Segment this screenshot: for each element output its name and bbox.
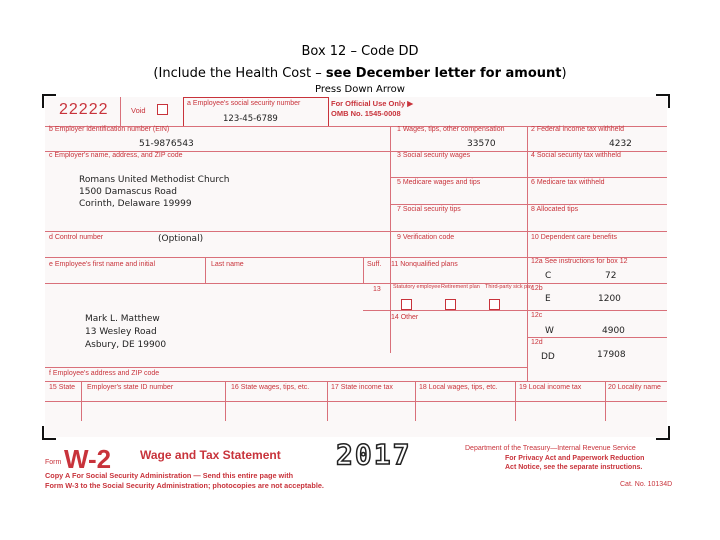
w2-form <box>45 97 667 437</box>
box-2-label: 2 Federal income tax withheld <box>531 126 624 133</box>
employer-line1[interactable]: Romans United Methodist Church <box>79 175 230 185</box>
box-16-label: 16 State wages, tips, etc. <box>231 384 310 391</box>
copy-line2: Form W-3 to the Social Security Administration; photocopies are not acceptable. <box>45 481 324 490</box>
box-e-label: e Employee's first name and initial <box>49 261 155 268</box>
box-12b-code[interactable]: E <box>545 294 551 304</box>
divider <box>527 337 667 338</box>
divider <box>45 283 390 284</box>
box-18-label: 18 Local wages, tips, etc. <box>419 384 498 391</box>
thirdparty-label: Third-party sick pay <box>485 284 533 290</box>
copy-line1: Copy A For Social Security Administration — Send this entire page with <box>45 471 294 480</box>
box-12a-code[interactable]: C <box>545 271 552 281</box>
ein-value[interactable]: 51-9876543 <box>139 139 194 149</box>
box-12b-amount[interactable]: 1200 <box>598 294 621 304</box>
divider <box>45 401 667 402</box>
box-2-value[interactable]: 4232 <box>609 139 632 149</box>
box-a-label: a Employee's social security number <box>187 100 301 107</box>
divider <box>363 257 364 283</box>
divider <box>45 367 527 368</box>
box-10-label: 10 Dependent care benefits <box>531 234 618 241</box>
employee-line1[interactable]: Mark L. Matthew <box>85 314 160 324</box>
divider <box>45 231 667 232</box>
box-6-label: 6 Medicare tax withheld <box>531 179 605 186</box>
treasury-dept: Department of the Treasury—Internal Revenue Service <box>465 445 636 452</box>
divider <box>120 97 121 127</box>
divider <box>363 310 667 311</box>
form-word: Form <box>45 459 62 466</box>
form-name: W-2 <box>64 444 112 474</box>
box-d-label: d Control number <box>49 234 104 241</box>
divider <box>205 257 206 283</box>
employee-line2[interactable]: 13 Wesley Road <box>85 327 157 337</box>
page-subtitle <box>0 66 720 81</box>
box-8-label: 8 Allocated tips <box>531 206 579 213</box>
box-b-label: b Employer identification number (EIN) <box>49 126 170 133</box>
employer-line3[interactable]: Corinth, Delaware 19999 <box>79 199 192 209</box>
corner-mark-tl <box>42 94 56 108</box>
last-name-label: Last name <box>211 261 244 268</box>
subtitle-part2: ) <box>561 66 567 81</box>
privacy-line1: For Privacy Act and Paperwork Reduction <box>505 455 645 462</box>
box-12c-label: 12c <box>531 312 543 319</box>
box-4-label: 4 Social security tax withheld <box>531 152 621 159</box>
divider <box>527 126 528 382</box>
subtitle-bold: see December letter for amount <box>325 66 562 81</box>
box-3-label: 3 Social security wages <box>397 152 471 159</box>
box-9-label: 9 Verification code <box>397 234 455 241</box>
tax-year: 2017 <box>336 438 412 471</box>
instruction-text: Press Down Arrow <box>315 84 405 95</box>
employer-line2[interactable]: 1500 Damascus Road <box>79 187 177 197</box>
box-14-label: 14 Other <box>391 314 419 321</box>
control-number-value[interactable]: (Optional) <box>158 234 204 244</box>
page-title: Box 12 – Code DD <box>301 44 419 59</box>
box-17-label: 17 State income tax <box>331 384 393 391</box>
void-label: Void <box>131 106 146 115</box>
box-1-label: 1 Wages, tips, other compensation <box>397 126 505 133</box>
box-12c-code[interactable]: W <box>545 326 554 336</box>
box-12b-label: 12b <box>531 285 543 292</box>
box-11-label: 11 Nonqualified plans <box>391 261 458 268</box>
box-15-label: 15 State <box>49 384 76 391</box>
box-20-label: 20 Locality name <box>608 384 661 391</box>
retirement-label: Retirement plan <box>441 284 480 290</box>
corner-mark-br <box>656 426 670 440</box>
divider <box>390 177 667 178</box>
divider <box>390 204 667 205</box>
control-code: 22222 <box>59 101 109 118</box>
box-1-value[interactable]: 33570 <box>467 139 496 149</box>
void-checkbox[interactable] <box>157 104 168 115</box>
retirement-checkbox[interactable] <box>445 299 456 310</box>
employee-line3[interactable]: Asbury, DE 19900 <box>85 340 167 350</box>
box-12d-code[interactable]: DD <box>541 352 555 362</box>
omb-line1: For Official Use Only ▶ <box>331 99 414 108</box>
privacy-line2: Act Notice, see the separate instructions. <box>505 464 643 471</box>
subtitle-part1: (Include the Health Cost – <box>153 66 326 81</box>
box-12c-amount[interactable]: 4900 <box>602 326 625 336</box>
omb-line2: OMB No. 1545-0008 <box>331 109 401 118</box>
statutory-checkbox[interactable] <box>401 299 412 310</box>
box-12d-amount[interactable]: 17908 <box>597 350 626 360</box>
suff-label: Suff. <box>367 261 382 268</box>
statement-title: Wage and Tax Statement <box>140 448 281 462</box>
divider <box>45 381 667 382</box>
box-12d-label: 12d <box>531 339 543 346</box>
box-12a-amount[interactable]: 72 <box>605 271 617 281</box>
corner-mark-tr <box>656 94 670 108</box>
box-12a-label: 12a See instructions for box 12 <box>531 258 628 265</box>
corner-mark-bl <box>42 426 56 440</box>
ssn-value[interactable]: 123-45-6789 <box>223 114 278 124</box>
box-f-label: f Employee's address and ZIP code <box>49 370 160 377</box>
cat-number: Cat. No. 10134D <box>620 481 673 488</box>
statutory-label: Statutory employee <box>393 284 441 290</box>
box-7-label: 7 Social security tips <box>397 206 461 213</box>
state-id-label: Employer's state ID number <box>87 384 174 391</box>
box-5-label: 5 Medicare wages and tips <box>397 179 481 186</box>
box-c-label: c Employer's name, address, and ZIP code <box>49 152 183 159</box>
box-13-label: 13 <box>373 286 381 293</box>
box-19-label: 19 Local income tax <box>519 384 582 391</box>
thirdparty-checkbox[interactable] <box>489 299 500 310</box>
